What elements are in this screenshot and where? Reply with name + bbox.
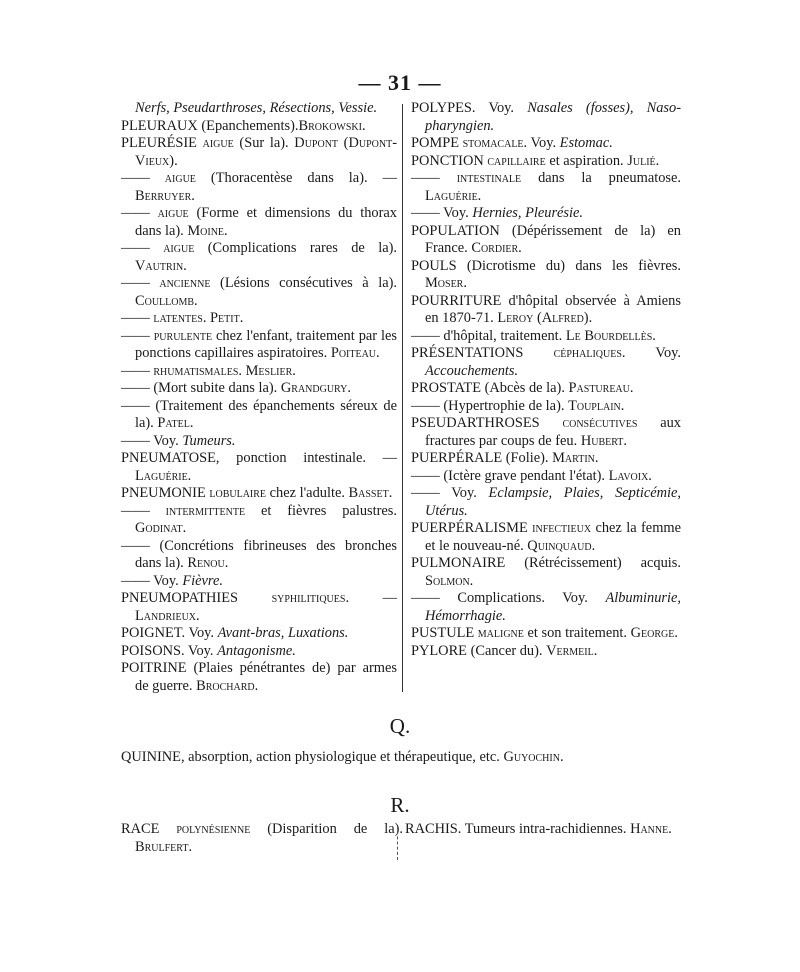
index-entry bbox=[121, 573, 397, 591]
entry-head: —— bbox=[121, 380, 150, 396]
entry-text: (Sur la). bbox=[239, 135, 295, 151]
entry-head: —— bbox=[121, 327, 150, 344]
entry-head: PROSTATE bbox=[411, 380, 482, 396]
index-entry bbox=[411, 293, 681, 328]
index-entry bbox=[411, 643, 681, 661]
entry-subhead: consécutives bbox=[562, 415, 638, 431]
entry-author: Coullomb. bbox=[135, 292, 198, 309]
entry-text: (Dépérissement de la) en France. bbox=[425, 222, 681, 256]
entry-head: PNEUMOPATHIES bbox=[121, 590, 239, 606]
index-entry bbox=[121, 398, 397, 433]
index-entry bbox=[411, 170, 681, 205]
index-entry bbox=[411, 485, 681, 520]
entry-text: Voy. bbox=[153, 572, 183, 589]
entry-head: —— bbox=[411, 205, 440, 221]
entry-author: Laguérie. bbox=[135, 467, 192, 484]
entry-head: —— bbox=[121, 362, 150, 379]
entry-text: et aspiration. bbox=[549, 152, 628, 169]
entry-reference: Fièvre. bbox=[182, 572, 223, 589]
index-entry bbox=[121, 625, 397, 643]
index-entry bbox=[121, 380, 397, 398]
entry-subhead: aigue bbox=[157, 205, 189, 221]
entry-reference: Estomac. bbox=[559, 135, 613, 151]
entry-head: RACE bbox=[121, 821, 160, 837]
column-divider bbox=[402, 104, 403, 692]
entry-text: ponction intestinale. — bbox=[236, 450, 397, 466]
index-entry bbox=[121, 590, 397, 625]
entry-author: Hanne. bbox=[630, 821, 672, 837]
entry-head: POPULATION bbox=[411, 222, 500, 239]
entry-head: PUERPÉRALE bbox=[411, 450, 503, 466]
entry-head: —— bbox=[411, 170, 440, 186]
entry-head: PLEURAUX bbox=[121, 117, 198, 134]
entry-text: (Concrétions fibrineuses des bronches dans la). bbox=[135, 537, 397, 571]
entry-head: —— bbox=[121, 275, 150, 291]
entry-author: Hubert. bbox=[580, 432, 627, 449]
entry-text: Voy. bbox=[188, 625, 218, 641]
entry-text: Tumeurs intra-rachidiennes. bbox=[461, 821, 631, 837]
entry-head: —— bbox=[411, 590, 440, 606]
entry-text: absorption, action physiologique et thérapeutique, etc. bbox=[184, 749, 504, 765]
entry-text: (Hypertrophie de la). bbox=[443, 397, 569, 414]
entry-text: Voy. bbox=[530, 135, 560, 151]
entry-text: (Traitement des épanchements séreux de la). bbox=[135, 397, 397, 431]
entry-text: (Lésions consécutives à la). bbox=[220, 275, 397, 291]
entry-text: (Forme et dimensions du thorax dans la). bbox=[135, 205, 397, 239]
entry-author: Solmon. bbox=[425, 572, 474, 589]
entry-head: —— bbox=[411, 397, 440, 414]
entry-head: POULS bbox=[411, 257, 457, 274]
entry-head: QUININE, bbox=[121, 749, 185, 765]
index-entry bbox=[121, 310, 397, 328]
index-entry bbox=[121, 660, 397, 695]
entry-text: d'hôpital, traitement. bbox=[443, 327, 566, 344]
index-entry bbox=[121, 275, 397, 310]
entry-author: Brulfert. bbox=[135, 839, 193, 855]
entry-text: (Folie). bbox=[505, 450, 553, 466]
index-entry bbox=[411, 625, 681, 643]
entry-subhead: polynésienne bbox=[176, 821, 251, 837]
entry-text: d'hôpital observée à Amiens en 1870-71. bbox=[425, 292, 681, 326]
page-number: — 31 — bbox=[358, 70, 442, 95]
entry-text: Voy. bbox=[488, 100, 528, 116]
index-entry bbox=[121, 485, 397, 503]
entry-subhead: ancienne bbox=[159, 275, 211, 291]
entry-author: George. bbox=[630, 625, 678, 641]
entry-author: Renou. bbox=[187, 555, 229, 571]
entry-text: chez l'enfant, traitement par les ponctions capillaires aspiratoires. bbox=[135, 327, 397, 361]
index-entry bbox=[121, 328, 397, 363]
entry-head: —— bbox=[121, 240, 150, 256]
bottom-column-divider bbox=[397, 826, 398, 860]
quinine-entry bbox=[121, 748, 681, 766]
entry-author: Grandgury. bbox=[280, 380, 351, 396]
entry-author: Landrieux. bbox=[135, 607, 200, 624]
entry-author: Petit. bbox=[210, 310, 244, 326]
entry-subhead: stomacale. bbox=[462, 135, 528, 151]
entry-head: PULMONAIRE bbox=[411, 555, 506, 571]
entry-reference: Avant-bras, Luxations. bbox=[217, 625, 349, 641]
entry-subhead: infectieux bbox=[532, 520, 592, 536]
entry-subhead: rhumatismales. bbox=[153, 362, 242, 379]
entry-author: Berruyer. bbox=[135, 187, 195, 204]
entry-subhead: capillaire bbox=[487, 152, 546, 169]
entry-text: (Thoracentèse dans la). — bbox=[210, 170, 397, 186]
entry-head: —— bbox=[121, 537, 150, 554]
entry-author: Poiteau. bbox=[330, 345, 380, 361]
entry-author: Brokowski. bbox=[298, 117, 366, 134]
entry-head: PUSTULE bbox=[411, 625, 475, 641]
entry-head: PUERPÉRALISME bbox=[411, 520, 528, 536]
index-entry bbox=[411, 590, 681, 625]
index-entry bbox=[121, 100, 397, 118]
entry-author: Vautrin. bbox=[135, 257, 187, 274]
index-entry bbox=[121, 118, 397, 136]
index-entry bbox=[411, 205, 681, 223]
entry-author: Guyochin. bbox=[503, 749, 564, 765]
entry-head: RACHIS. bbox=[405, 821, 462, 837]
entry-subhead: aigue bbox=[163, 240, 195, 256]
entry-text: chez l'adulte. bbox=[269, 485, 349, 501]
entry-head: —— bbox=[121, 432, 150, 449]
entry-head: —— bbox=[121, 205, 150, 221]
entry-head: —— bbox=[121, 397, 150, 414]
entry-reference: Albuminurie, Hémorrhagie. bbox=[425, 590, 681, 624]
entry-text: (Epanchements). bbox=[201, 117, 299, 134]
entry-head: —— bbox=[411, 327, 440, 344]
index-entry bbox=[411, 223, 681, 258]
left-column bbox=[121, 100, 397, 695]
entry-head: POLYPES. bbox=[411, 100, 476, 116]
index-entry bbox=[411, 380, 681, 398]
index-entry bbox=[121, 538, 397, 573]
entry-text: — bbox=[382, 590, 397, 606]
index-entry bbox=[411, 345, 681, 380]
entry-author: Meslier. bbox=[245, 362, 296, 379]
entry-head: POISONS. bbox=[121, 642, 185, 659]
index-entry bbox=[411, 258, 681, 293]
entry-author: Cordier. bbox=[471, 240, 522, 256]
index-entry bbox=[121, 135, 397, 170]
index-entry bbox=[411, 415, 681, 450]
index-entry bbox=[121, 643, 397, 661]
entry-author: Basset. bbox=[348, 485, 393, 501]
entry-head: PLEURÉSIE bbox=[121, 135, 197, 151]
entry-author: Moine. bbox=[187, 222, 228, 239]
entry-text: Voy. bbox=[443, 205, 473, 221]
entry-head: —— bbox=[411, 467, 440, 484]
entry-subhead: aigue bbox=[164, 170, 196, 186]
entry-author: Pastureau. bbox=[568, 380, 634, 396]
entry-head: —— bbox=[121, 572, 150, 589]
entry-head: —— bbox=[121, 170, 150, 186]
entry-author: Martin. bbox=[552, 450, 599, 466]
entry-subhead: maligne bbox=[477, 625, 524, 641]
entry-author: Lavoix. bbox=[608, 467, 652, 484]
index-entry bbox=[411, 468, 681, 486]
entry-author: Leroy (Alfred). bbox=[497, 310, 593, 326]
index-entry bbox=[411, 100, 681, 135]
entry-subhead: latentes. bbox=[153, 310, 207, 326]
index-entry bbox=[121, 503, 397, 538]
entry-text: (Dicrotisme du) dans les fièvres. bbox=[466, 257, 681, 274]
entry-text: (Cancer du). bbox=[470, 642, 547, 659]
index-entry bbox=[121, 450, 397, 485]
entry-text: Voy. bbox=[451, 485, 489, 501]
entry-author: Quinquaud. bbox=[527, 537, 596, 554]
entry-head: —— bbox=[121, 502, 150, 519]
entry-author: Brochard. bbox=[196, 677, 259, 694]
entry-reference: Tumeurs. bbox=[182, 432, 236, 449]
entry-text: Voy. bbox=[655, 345, 681, 361]
entry-head: POMPE bbox=[411, 135, 459, 151]
index-entry bbox=[411, 135, 681, 153]
index-entry bbox=[121, 170, 397, 205]
entry-subhead: intestinale bbox=[456, 170, 522, 186]
entry-text: (Disparition de la). bbox=[250, 821, 403, 837]
entry-text: (Abcès de la). bbox=[484, 380, 569, 396]
entry-text: Voy. bbox=[187, 642, 218, 659]
entry-reference: Hernies, Pleurésie. bbox=[472, 205, 584, 221]
index-entry bbox=[411, 398, 681, 416]
section-letter-r: R. bbox=[390, 793, 410, 817]
entry-author: Patel. bbox=[157, 415, 194, 431]
index-entry bbox=[411, 153, 681, 171]
entry-author: Godinat. bbox=[135, 520, 187, 536]
entry-head: PYLORE bbox=[411, 642, 467, 659]
entry-subhead: aigue bbox=[202, 135, 234, 151]
entry-author: Le Bourdellès. bbox=[565, 327, 656, 344]
entry-text: (Rétrécissement) acquis. bbox=[524, 555, 681, 571]
index-entry bbox=[121, 433, 397, 451]
entry-author: Julié. bbox=[627, 152, 660, 169]
section-letter-q: Q. bbox=[389, 714, 411, 738]
entry-head: PNEUMONIE bbox=[121, 485, 206, 501]
entry-text: (Complications rares de la). bbox=[207, 240, 398, 256]
entry-text: et son traitement. bbox=[527, 625, 631, 641]
entry-reference: Accouchements. bbox=[425, 362, 519, 379]
entry-author: Moser. bbox=[425, 275, 467, 291]
index-entry bbox=[411, 555, 681, 590]
entry-author: Laguérie. bbox=[425, 187, 482, 204]
entry-subhead: syphilitiques. bbox=[271, 590, 350, 606]
entry-text: (Plaies pénétrantes de) par armes de guerre. bbox=[135, 660, 397, 694]
entry-subhead: purulente bbox=[153, 327, 213, 344]
index-entry bbox=[411, 450, 681, 468]
entry-head: PSEUDARTHROSES bbox=[411, 415, 540, 431]
entry-head: —— bbox=[121, 310, 150, 326]
rachis-entry bbox=[405, 820, 695, 838]
entry-text: Voy. bbox=[153, 432, 183, 449]
entry-reference: Eclampsie, Plaies, Septicémie, Utérus. bbox=[425, 485, 682, 519]
entry-author: Touplain. bbox=[568, 397, 625, 414]
entry-text: (Mort subite dans la). bbox=[153, 380, 281, 396]
entry-head: POITRINE bbox=[121, 660, 187, 676]
index-entry bbox=[411, 328, 681, 346]
entry-subhead: intermittente bbox=[165, 502, 246, 519]
index-entry bbox=[121, 240, 397, 275]
index-entry bbox=[411, 520, 681, 555]
entry-text: aux fractures par coups de feu. bbox=[425, 415, 681, 449]
entry-head: —— bbox=[411, 485, 440, 501]
entry-text: (Ictère grave pendant l'état). bbox=[443, 467, 609, 484]
entry-head: POURRITURE bbox=[411, 292, 502, 309]
entry-text: chez la femme et le nouveau-né. bbox=[425, 520, 681, 554]
entry-head: POIGNET. bbox=[121, 625, 186, 641]
entry-text: dans la pneumatose. bbox=[538, 170, 681, 186]
race-entry bbox=[121, 820, 403, 856]
entry-subhead: lobulaire bbox=[209, 485, 267, 501]
entry-reference: Antagonisme. bbox=[217, 642, 296, 659]
entry-head: PRÉSENTATIONS bbox=[411, 345, 524, 361]
entry-subhead: céphaliques. bbox=[553, 345, 626, 361]
entry-author: Vermeil. bbox=[546, 642, 598, 659]
entry-author: Dupont (Dupont-Vieux). bbox=[135, 135, 397, 169]
entry-head: PONCTION bbox=[411, 152, 484, 169]
right-column bbox=[411, 100, 681, 660]
entry-head: PNEUMATOSE, bbox=[121, 450, 220, 466]
entry-reference: Nasales (fosses), Naso-pharyngien. bbox=[425, 100, 682, 134]
entry-text: Complications. Voy. bbox=[457, 590, 606, 606]
index-entry bbox=[121, 363, 397, 381]
entry-text: et fièvres palustres. bbox=[260, 502, 397, 519]
entry-text: Nerfs, Pseudarthroses, Résections, Vessie. bbox=[135, 100, 378, 116]
index-entry bbox=[121, 205, 397, 240]
